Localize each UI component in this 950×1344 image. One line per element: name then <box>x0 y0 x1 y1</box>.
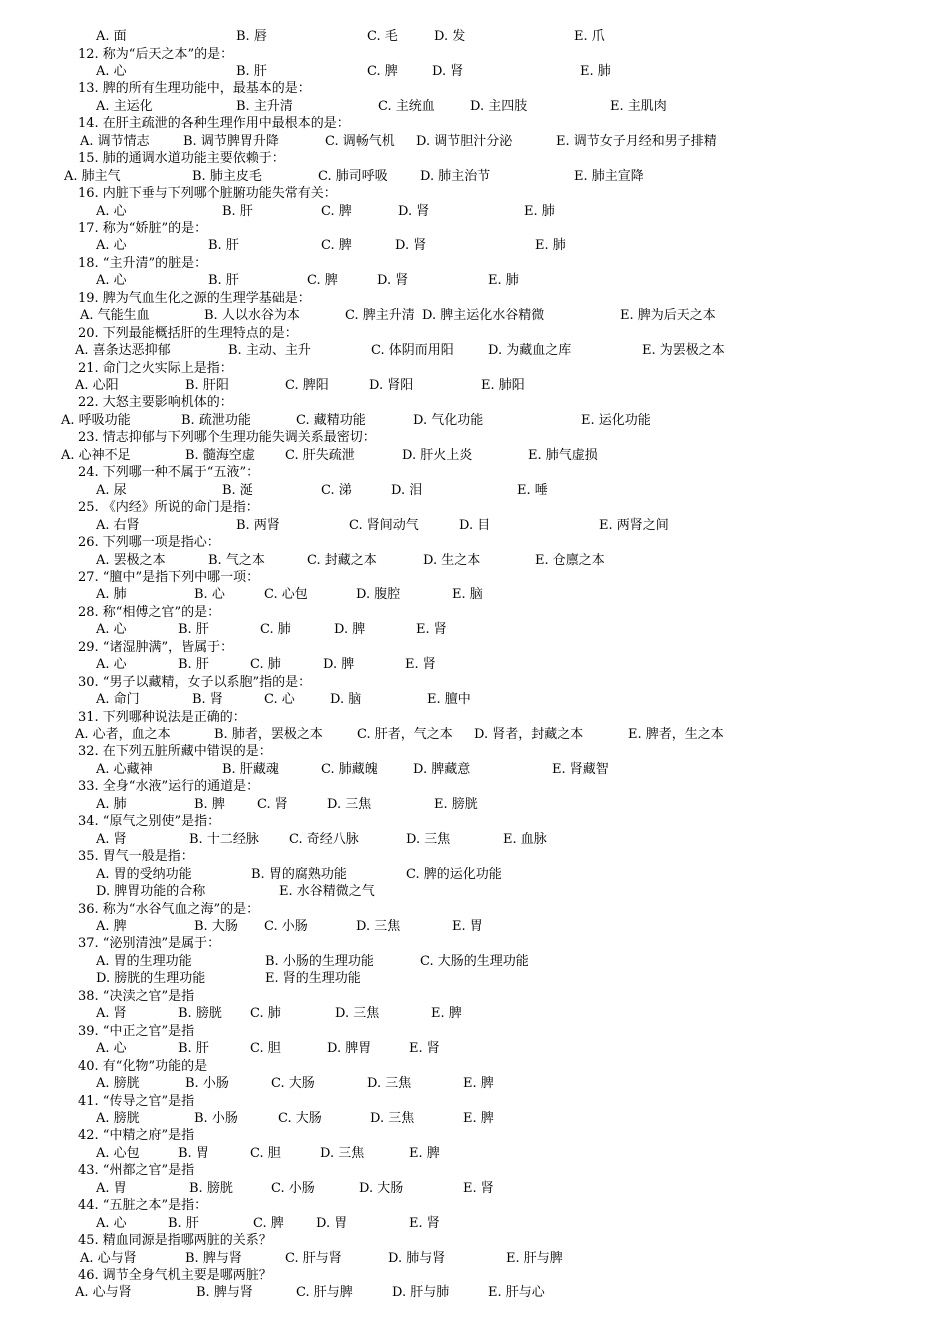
answer-option: B. 脾与肾 <box>185 1250 242 1266</box>
answer-option: E. 脾 <box>431 1006 462 1022</box>
question-text: 40. 有“化物”功能的是 <box>78 1058 208 1074</box>
answer-option: A. 面 <box>96 29 127 44</box>
answer-option: D. 脑 <box>330 692 362 708</box>
question-text: 41. “传导之官”是指 <box>78 1093 195 1109</box>
question-stem-line <box>0 534 950 552</box>
answer-option: C. 肾间动气 <box>349 517 419 533</box>
answer-option: B. 主动、主升 <box>228 343 311 359</box>
answer-option: A. 心 <box>96 203 127 219</box>
question-text: 35. 胃气一般是指： <box>78 849 194 865</box>
answer-option: A. 心 <box>96 273 127 289</box>
answer-option: C. 主统血 <box>378 98 435 114</box>
answer-option: E. 脾者，生之本 <box>628 727 724 742</box>
answer-option: D. 三焦 <box>356 918 401 934</box>
options-line <box>0 1040 950 1058</box>
question-text: 16. 内脏下垂与下列哪个脏腑功能失常有关： <box>78 186 337 201</box>
answer-option: A. 脾 <box>96 918 127 934</box>
question-stem-line <box>0 743 950 761</box>
question-text: 21. 命门之火实际上是指： <box>78 360 233 376</box>
options-line <box>0 796 950 814</box>
answer-option: C. 脾的运化功能 <box>406 866 502 882</box>
answer-option: B. 肾 <box>192 692 223 708</box>
answer-option: D. 胃 <box>316 1215 348 1231</box>
answer-option: B. 疏泄功能 <box>181 412 251 428</box>
answer-option: A. 气能生血 <box>80 308 150 324</box>
answer-option: C. 肝与脾 <box>296 1285 353 1301</box>
answer-option: B. 膀胱 <box>189 1180 233 1196</box>
question-text: 42. “中精之府”是指 <box>78 1128 195 1144</box>
answer-option: D. 肾 <box>432 63 464 79</box>
options-line <box>0 726 950 744</box>
question-text: 14. 在肝主疏泄的各种生理作用中最根本的是： <box>78 116 350 132</box>
answer-option: D. 生之本 <box>423 552 481 568</box>
answer-option: E. 肾藏智 <box>552 761 609 777</box>
options-line <box>0 1180 950 1198</box>
answer-option: B. 肝 <box>208 273 239 289</box>
question-stem-line <box>0 1197 950 1215</box>
question-text: 43. “州都之官”是指 <box>78 1163 195 1179</box>
answer-option: E. 胃 <box>452 918 483 934</box>
answer-option: C. 体阴而用阳 <box>371 343 454 359</box>
answer-option: E. 主肌肉 <box>610 98 667 114</box>
answer-option: D. 大肠 <box>359 1180 404 1196</box>
answer-option: C. 肝失疏泄 <box>285 447 355 463</box>
answer-option: A. 呼吸功能 <box>61 412 131 428</box>
question-stem-line <box>0 848 950 866</box>
question-stem-line <box>0 709 950 727</box>
answer-option: B. 肺主皮毛 <box>192 168 262 184</box>
answer-option: C. 胆 <box>250 1041 281 1057</box>
options-line <box>0 691 950 709</box>
answer-option: A. 肺 <box>96 587 127 603</box>
question-text: 25. 《内经》所说的命门是指： <box>78 500 259 516</box>
answer-option: E. 肺主宣降 <box>574 168 644 184</box>
answer-option: D. 肺主治节 <box>420 168 491 184</box>
options-line <box>0 307 950 325</box>
options-line <box>0 517 950 535</box>
answer-option: D. 肾 <box>398 203 430 219</box>
answer-option: C. 肝者，气之本 <box>357 727 453 742</box>
options-line <box>0 953 950 971</box>
question-text: 26. 下列哪一项是指心： <box>78 535 220 550</box>
answer-option: D. 主四肢 <box>470 98 528 114</box>
question-stem-line <box>0 901 950 919</box>
answer-option: A. 调节情志 <box>80 133 150 149</box>
options-line <box>0 1145 950 1163</box>
question-text: 33. 全身“水液”运行的通道是： <box>78 779 260 795</box>
answer-option: B. 小肠的生理功能 <box>265 953 374 969</box>
options-line <box>0 272 950 290</box>
question-stem-line <box>0 935 950 953</box>
answer-option: E. 爪 <box>574 29 605 44</box>
answer-option: A. 心 <box>96 63 127 79</box>
answer-option: B. 脾与肾 <box>196 1285 253 1301</box>
answer-option: E. 肝与心 <box>488 1285 545 1301</box>
question-text: 38. “决渎之官”是指 <box>78 988 195 1004</box>
question-text: 30. “男子以藏精，女子以系胞”指的是： <box>78 674 312 690</box>
question-stem-line <box>0 80 950 98</box>
answer-option: B. 髓海空虚 <box>185 447 255 463</box>
answer-option: C. 肺司呼吸 <box>318 168 388 184</box>
options-line <box>0 98 950 116</box>
question-stem-line <box>0 290 950 308</box>
answer-option: E. 肾的生理功能 <box>265 971 361 987</box>
answer-option: C. 肺藏魄 <box>321 761 378 777</box>
answer-option: A. 右肾 <box>96 517 140 533</box>
question-stem-line <box>0 185 950 203</box>
answer-option: D. 为藏血之库 <box>488 343 572 359</box>
question-text: 45. 精血同源是指哪两脏的关系？ <box>78 1233 272 1248</box>
question-stem-line <box>0 813 950 831</box>
answer-option: B. 肝 <box>208 238 239 254</box>
question-stem-line <box>0 778 950 796</box>
options-line <box>0 970 950 988</box>
question-stem-line <box>0 1058 950 1076</box>
answer-option: C. 大肠 <box>278 1110 322 1126</box>
answer-option: E. 肺 <box>580 63 611 79</box>
answer-option: B. 肝 <box>168 1215 199 1231</box>
answer-option: C. 脾阳 <box>285 378 329 393</box>
question-stem-line <box>0 1093 950 1111</box>
question-stem-line <box>0 639 950 657</box>
answer-option: C. 大肠 <box>271 1076 315 1091</box>
answer-option: D. 泪 <box>391 482 423 498</box>
options-line <box>0 1005 950 1023</box>
answer-option: A. 心包 <box>96 1145 140 1161</box>
answer-option: A. 心 <box>96 657 127 673</box>
options-line <box>0 133 950 151</box>
answer-option: E. 肺 <box>524 203 555 219</box>
question-stem-line <box>0 499 950 517</box>
answer-option: D. 三焦 <box>335 1006 380 1022</box>
answer-option: B. 十二经脉 <box>189 831 259 847</box>
options-line <box>0 342 950 360</box>
answer-option: E. 膀胱 <box>434 796 478 812</box>
question-text: 12. 称为“后天之本”的是： <box>78 46 234 62</box>
answer-option: E. 肾 <box>409 1041 440 1057</box>
question-text: 32. 在下列五脏所藏中错误的是： <box>78 744 272 760</box>
answer-option: A. 肺 <box>96 796 127 812</box>
answer-option: E. 膻中 <box>427 692 471 708</box>
answer-option: B. 脾 <box>194 796 225 812</box>
answer-option: B. 肝 <box>178 1041 209 1057</box>
question-text: 22. 大怒主要影响机体的： <box>78 395 233 411</box>
options-line <box>0 237 950 255</box>
answer-option: E. 肾 <box>405 657 436 673</box>
answer-option: D. 脾胃 <box>327 1041 372 1057</box>
question-stem-line <box>0 255 950 273</box>
answer-option: B. 肝阳 <box>185 378 229 393</box>
question-stem-line <box>0 464 950 482</box>
question-text: 27. “膻中”是指下列中哪一项： <box>78 569 260 585</box>
question-stem-line <box>0 1162 950 1180</box>
answer-option: B. 人以水谷为本 <box>204 308 300 324</box>
options-line <box>0 918 950 936</box>
answer-option: A. 主运化 <box>96 98 153 114</box>
options-line <box>0 63 950 81</box>
question-text: 31. 下列哪种说法是正确的： <box>78 709 246 725</box>
question-text: 13. 脾的所有生理功能中，最基本的是： <box>78 81 311 97</box>
options-line <box>0 1075 950 1093</box>
answer-option: D. 三焦 <box>370 1110 415 1126</box>
answer-option: A. 胃的生理功能 <box>96 953 192 969</box>
answer-option: D. 肾者，封藏之本 <box>474 727 584 742</box>
question-stem-line <box>0 325 950 343</box>
answer-option: C. 心 <box>264 692 295 708</box>
answer-option: D. 脾胃功能的合称 <box>96 884 206 899</box>
answer-option: A. 心 <box>96 1215 127 1231</box>
question-stem-line <box>0 46 950 64</box>
answer-option: D. 肝与肺 <box>392 1285 450 1301</box>
answer-option: B. 涎 <box>222 482 253 498</box>
answer-option: E. 为罢极之本 <box>642 343 725 359</box>
answer-option: A. 心与肾 <box>80 1250 137 1266</box>
answer-option: E. 脾 <box>463 1110 494 1126</box>
question-stem-line <box>0 1127 950 1145</box>
answer-option: D. 脾 <box>334 622 366 638</box>
question-text: 17. 称为“娇脏”的是： <box>78 220 208 236</box>
question-text: 19. 脾为气血生化之源的生理学基础是： <box>78 290 311 306</box>
answer-option: C. 脾 <box>253 1215 284 1231</box>
question-text: 23. 情志抑郁与下列哪个生理功能失调关系最密切： <box>78 430 376 446</box>
answer-option: E. 血脉 <box>503 831 547 847</box>
answer-option: A. 罢极之本 <box>96 552 166 568</box>
answer-option: B. 肝 <box>236 63 267 79</box>
answer-option: E. 脑 <box>452 587 483 603</box>
answer-option: E. 肺阳 <box>481 378 525 393</box>
answer-option: D. 三焦 <box>406 831 451 847</box>
question-stem-line <box>0 115 950 133</box>
answer-option: D. 目 <box>459 517 491 533</box>
answer-option: D. 膀胱的生理功能 <box>96 971 206 987</box>
options-line <box>0 1110 950 1128</box>
question-stem-line <box>0 150 950 168</box>
answer-option: E. 肺 <box>535 238 566 254</box>
question-text: 28. 称“相傅之官”的是： <box>78 604 221 620</box>
options-line <box>0 447 950 465</box>
question-stem-line <box>0 674 950 692</box>
answer-option: A. 心与肾 <box>75 1285 132 1301</box>
answer-option: D. 脾藏意 <box>413 761 471 777</box>
answer-option: C. 肝与肾 <box>285 1250 342 1266</box>
answer-option: A. 心 <box>96 622 127 638</box>
answer-option: E. 肾 <box>463 1180 494 1196</box>
answer-option: E. 脾为后天之本 <box>620 308 716 324</box>
question-text: 34. “原气之别使”是指： <box>78 814 221 830</box>
question-text: 37. “泌别清浊”是属于： <box>78 936 221 952</box>
answer-option: A. 尿 <box>96 482 127 498</box>
answer-option: B. 大肠 <box>194 918 238 934</box>
answer-option: B. 肺者，罢极之本 <box>214 727 323 742</box>
question-text: 46. 调节全身气机主要是哪两脏？ <box>78 1268 272 1283</box>
answer-option: E. 运化功能 <box>581 412 651 428</box>
options-line <box>0 28 950 46</box>
options-line <box>0 831 950 849</box>
answer-option: D. 发 <box>434 29 466 44</box>
answer-option: C. 肾 <box>257 796 288 812</box>
question-stem-line <box>0 1232 950 1250</box>
answer-option: B. 胃的腐熟功能 <box>251 866 347 882</box>
answer-option: D. 调节胆汁分泌 <box>416 133 513 149</box>
answer-option: D. 肾 <box>395 238 427 254</box>
answer-option: B. 膀胱 <box>178 1006 222 1022</box>
answer-option: C. 毛 <box>367 29 398 44</box>
question-stem-line <box>0 394 950 412</box>
answer-option: D. 气化功能 <box>413 412 484 428</box>
answer-option: C. 脾 <box>321 203 352 219</box>
question-stem-line <box>0 988 950 1006</box>
answer-option: D. 肝火上炎 <box>402 447 473 463</box>
question-text: 18. “主升清”的脏是： <box>78 255 208 271</box>
answer-option: A. 膀胱 <box>96 1076 140 1091</box>
answer-option: D. 三焦 <box>367 1076 412 1091</box>
options-line <box>0 412 950 430</box>
answer-option: E. 肺 <box>488 273 519 289</box>
answer-option: B. 胃 <box>178 1145 209 1161</box>
answer-option: D. 脾 <box>323 657 355 673</box>
answer-option: C. 大肠的生理功能 <box>420 953 529 969</box>
answer-option: A. 命门 <box>96 692 140 708</box>
answer-option: E. 脾 <box>463 1076 494 1091</box>
answer-option: A. 心神不足 <box>61 447 131 463</box>
question-text: 36. 称为“水谷气血之海”的是： <box>78 901 260 917</box>
answer-option: B. 气之本 <box>208 552 265 568</box>
answer-option: B. 肝 <box>222 203 253 219</box>
answer-option: C. 小肠 <box>271 1180 315 1196</box>
answer-option: C. 小肠 <box>264 918 308 934</box>
answer-option: E. 水谷精微之气 <box>279 884 375 899</box>
answer-option: A. 胃的受纳功能 <box>96 866 192 882</box>
options-line <box>0 1284 950 1302</box>
question-text: 15. 肺的通调水道功能主要依赖于： <box>78 151 285 167</box>
answer-option: A. 心 <box>96 1041 127 1057</box>
answer-option: A. 肺主气 <box>64 168 121 184</box>
answer-option: E. 仓廪之本 <box>535 552 605 568</box>
answer-option: C. 奇经八脉 <box>289 831 359 847</box>
answer-option: D. 三焦 <box>327 796 372 812</box>
answer-option: D. 腹腔 <box>356 587 401 603</box>
question-text: 44. “五脏之本”是指： <box>78 1198 208 1214</box>
answer-option: B. 肝藏魂 <box>222 761 279 777</box>
answer-option: D. 三焦 <box>320 1145 365 1161</box>
question-stem-line <box>0 360 950 378</box>
answer-option: E. 肝与脾 <box>506 1250 563 1266</box>
question-stem-line <box>0 1267 950 1285</box>
answer-option: C. 涕 <box>321 482 352 498</box>
options-line <box>0 621 950 639</box>
answer-option: A. 肾 <box>96 1006 127 1022</box>
answer-option: C. 调畅气机 <box>325 133 395 149</box>
answer-option: E. 唾 <box>517 482 548 498</box>
answer-option: D. 肺与肾 <box>388 1250 446 1266</box>
options-line <box>0 1215 950 1233</box>
options-line <box>0 761 950 779</box>
answer-option: E. 脾 <box>409 1145 440 1161</box>
options-line <box>0 866 950 884</box>
question-text: 24. 下列哪一种不属于“五液”： <box>78 465 260 481</box>
answer-option: A. 心 <box>96 238 127 254</box>
answer-option: C. 脾主升清 <box>345 308 415 324</box>
answer-option: B. 小肠 <box>185 1076 229 1091</box>
options-line <box>0 168 950 186</box>
answer-option: A. 肾 <box>96 831 127 847</box>
answer-option: A. 膀胱 <box>96 1110 140 1126</box>
answer-option: D. 肾 <box>377 273 409 289</box>
answer-option: B. 调节脾胃升降 <box>183 133 279 149</box>
answer-option: E. 肾 <box>416 622 447 638</box>
answer-option: B. 主升清 <box>236 98 293 114</box>
question-stem-line <box>0 1023 950 1041</box>
answer-option: C. 脾 <box>367 63 398 79</box>
options-line <box>0 1250 950 1268</box>
answer-option: B. 心 <box>194 587 225 603</box>
options-line <box>0 586 950 604</box>
answer-option: C. 肺 <box>250 1006 281 1022</box>
options-line <box>0 377 950 395</box>
answer-option: B. 肝 <box>178 622 209 638</box>
answer-option: C. 胆 <box>250 1145 281 1161</box>
answer-option: A. 心阳 <box>75 378 119 393</box>
options-line <box>0 656 950 674</box>
answer-option: A. 胃 <box>96 1180 127 1196</box>
question-stem-line <box>0 429 950 447</box>
question-stem-line <box>0 569 950 587</box>
answer-option: D. 脾主运化水谷精微 <box>422 308 545 324</box>
question-text: 20. 下列最能概括肝的生理特点的是： <box>78 325 298 341</box>
question-stem-line <box>0 220 950 238</box>
question-text: 29. “诸湿肿满”，皆属于： <box>78 639 234 655</box>
options-line <box>0 203 950 221</box>
answer-option: B. 两肾 <box>236 517 280 533</box>
answer-option: E. 两肾之间 <box>599 517 669 533</box>
options-line <box>0 482 950 500</box>
answer-option: C. 藏精功能 <box>296 412 366 428</box>
answer-option: C. 脾 <box>321 238 352 254</box>
answer-option: A. 心藏神 <box>96 761 153 777</box>
question-text: 39. “中正之官”是指 <box>78 1023 195 1039</box>
answer-option: E. 调节女子月经和男子排精 <box>556 133 717 149</box>
answer-option: C. 封藏之本 <box>307 552 377 568</box>
answer-option: C. 肺 <box>260 622 291 638</box>
answer-option: B. 小肠 <box>194 1110 238 1126</box>
question-stem-line <box>0 604 950 622</box>
options-line <box>0 883 950 901</box>
answer-option: C. 肺 <box>250 657 281 673</box>
answer-option: A. 喜条达恶抑郁 <box>75 343 171 359</box>
answer-option: B. 唇 <box>236 29 267 44</box>
answer-option: C. 心包 <box>264 587 308 603</box>
answer-option: D. 肾阳 <box>369 378 414 393</box>
answer-option: B. 肝 <box>178 657 209 673</box>
answer-option: A. 心者，血之本 <box>75 727 171 742</box>
answer-option: E. 肾 <box>409 1215 440 1231</box>
options-line <box>0 552 950 570</box>
answer-option: C. 脾 <box>307 273 338 289</box>
answer-option: E. 肺气虚损 <box>528 447 598 463</box>
